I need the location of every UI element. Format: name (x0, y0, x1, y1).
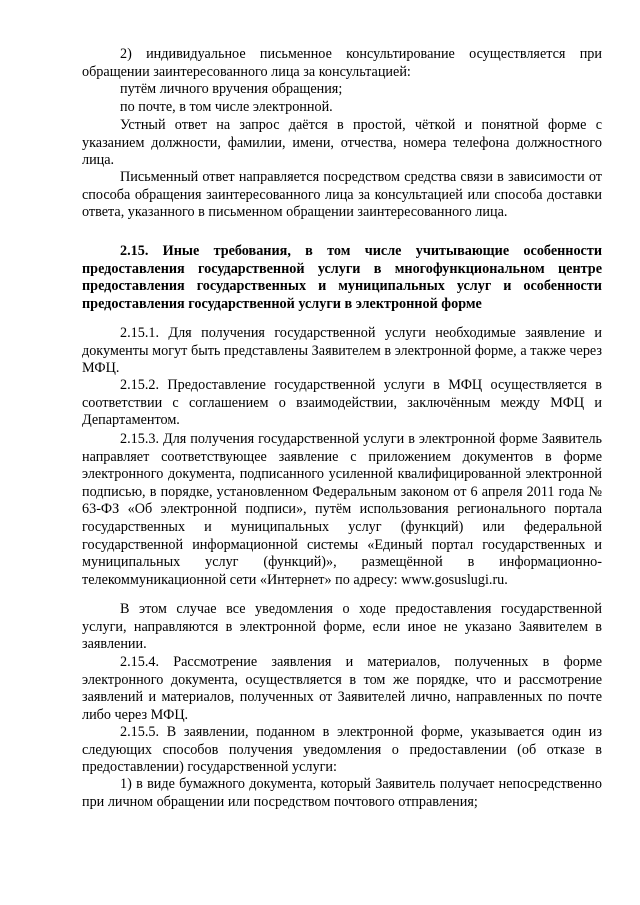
paragraph-personal-delivery: путём личного вручения обращения; (120, 81, 343, 97)
paragraph-written-answer: Письменный ответ направляется посредством средства связи в зависимости от способа обращения заинтересованного лица за консультацией или способа доставки ответа, указанного в письменном обращении заинтересованного лица. (82, 169, 602, 221)
paragraph-paper-document: 1) в виде бумажного документа, который Заявитель получает непосредственно при личном обращении или посредством почтового отправления; (82, 776, 602, 810)
paragraph-2-15-2: 2.15.2. Предоставление государственной услуги в МФЦ осуществляется в соответствии с соглашением о взаимодействии, заключённым между МФЦ и Департаментом. (82, 377, 602, 429)
section-heading: 2.15. Иные требования, в том числе учитывающие особенности предоставления государственной услуги в многофункциональном центре предоставления государственных и муниципальных услуг и особенности предоставления государственной услуги в электронной форме (82, 243, 602, 312)
paragraph-2-15-1: 2.15.1. Для получения государственной услуги необходимые заявление и документы могут быть представлены Заявителем в электронной форме, а также через МФЦ. (82, 325, 602, 377)
paragraph-oral-answer: Устный ответ на запрос даётся в простой, чёткой и понятной форме с указанием должности, фамилии, имени, отчества, номера телефона должностного лица. (82, 117, 602, 169)
paragraph-2-15-5: 2.15.5. В заявлении, поданном в электронной форме, указывается один из следующих способов получения уведомления о предоставлении (об отказе в предоставлении) государственной услуги: (82, 724, 602, 776)
paragraph-2-15-4: 2.15.4. Рассмотрение заявления и материалов, полученных в форме электронного документа, осуществляется в том же порядке, что и рассмотрение заявлений и материалов, полученных от Заявителей лично, направленных по почте либо через МФЦ. (82, 654, 602, 723)
paragraph-by-mail: по почте, в том числе электронной. (120, 99, 333, 115)
paragraph-written-consultation: 2) индивидуальное письменное консультирование осуществляется при обращении заинтересованного лица за консультацией: (82, 46, 602, 80)
paragraph-2-15-3: 2.15.3. Для получения государственной услуги в электронной форме Заявитель направляет соответствующее заявление с приложением документов в форме электронного документа, подписанного усиленной квалифицированной электронной подписью, в порядке, установленном Федеральным законом от 6 апреля 2011 года № 63-ФЗ «Об электронной подписи», путём использования регионального портала государственных и муниципальных услуг (функций) или федеральной государственной информационной системы «Единый портал государственных и муниципальных услуг (функций)», размещённой в информационно-телекоммуникационной сети «Интернет» по адресу: www.gosuslugi.ru. (82, 431, 602, 588)
paragraph-notifications: В этом случае все уведомления о ходе предоставления государственной услуги, направляются в электронной форме, если иное не указано Заявителем в заявлении. (82, 601, 602, 653)
